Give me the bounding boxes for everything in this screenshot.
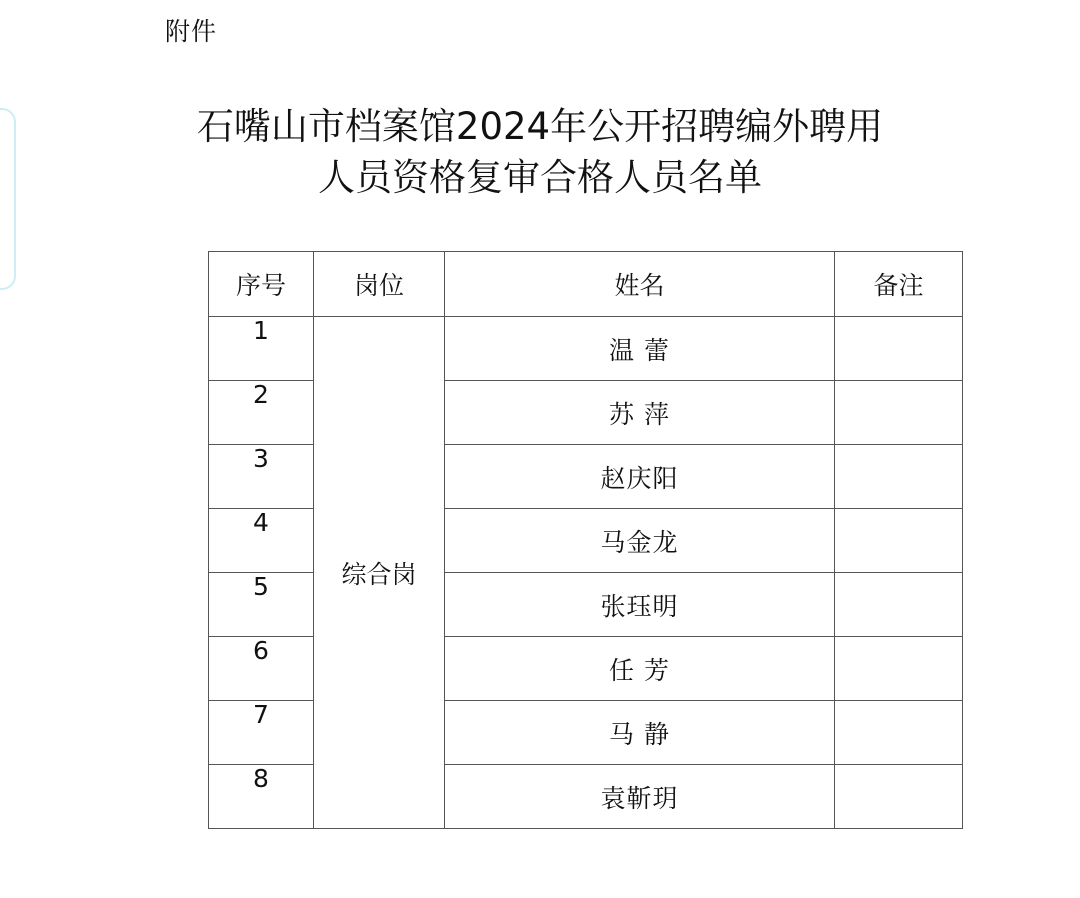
side-drawer-handle[interactable] — [0, 108, 16, 290]
row-name: 袁靳玥 — [445, 765, 835, 829]
header-name: 姓名 — [445, 252, 835, 317]
document-title-line-1: 石嘴山市档案馆2024年公开招聘编外聘用 — [196, 105, 884, 148]
row-index: 1 — [209, 317, 314, 381]
row-index: 5 — [209, 573, 314, 637]
row-name: 任 芳 — [445, 637, 835, 701]
table-row — [209, 317, 963, 381]
row-name: 赵庆阳 — [445, 445, 835, 509]
header-position: 岗位 — [314, 252, 445, 317]
position-cell: 综合岗 — [314, 317, 445, 829]
row-index: 7 — [209, 701, 314, 765]
row-note — [835, 445, 963, 509]
row-index: 4 — [209, 509, 314, 573]
row-note — [835, 637, 963, 701]
document-title-line-2: 人员资格复审合格人员名单 — [318, 156, 762, 199]
row-note — [835, 509, 963, 573]
table-header-row — [209, 252, 963, 317]
attachment-label: 附件 — [165, 17, 218, 46]
row-name: 马 静 — [445, 701, 835, 765]
row-name: 马金龙 — [445, 509, 835, 573]
row-note — [835, 317, 963, 381]
row-index: 6 — [209, 637, 314, 701]
row-index: 3 — [209, 445, 314, 509]
row-index: 8 — [209, 765, 314, 829]
row-note — [835, 765, 963, 829]
qualified-personnel-table — [208, 251, 963, 829]
row-name: 温 蕾 — [445, 317, 835, 381]
row-name: 苏 萍 — [445, 381, 835, 445]
row-name: 张珏明 — [445, 573, 835, 637]
header-index: 序号 — [209, 252, 314, 317]
row-note — [835, 701, 963, 765]
row-index: 2 — [209, 381, 314, 445]
header-note: 备注 — [835, 252, 963, 317]
row-note — [835, 381, 963, 445]
row-note — [835, 573, 963, 637]
